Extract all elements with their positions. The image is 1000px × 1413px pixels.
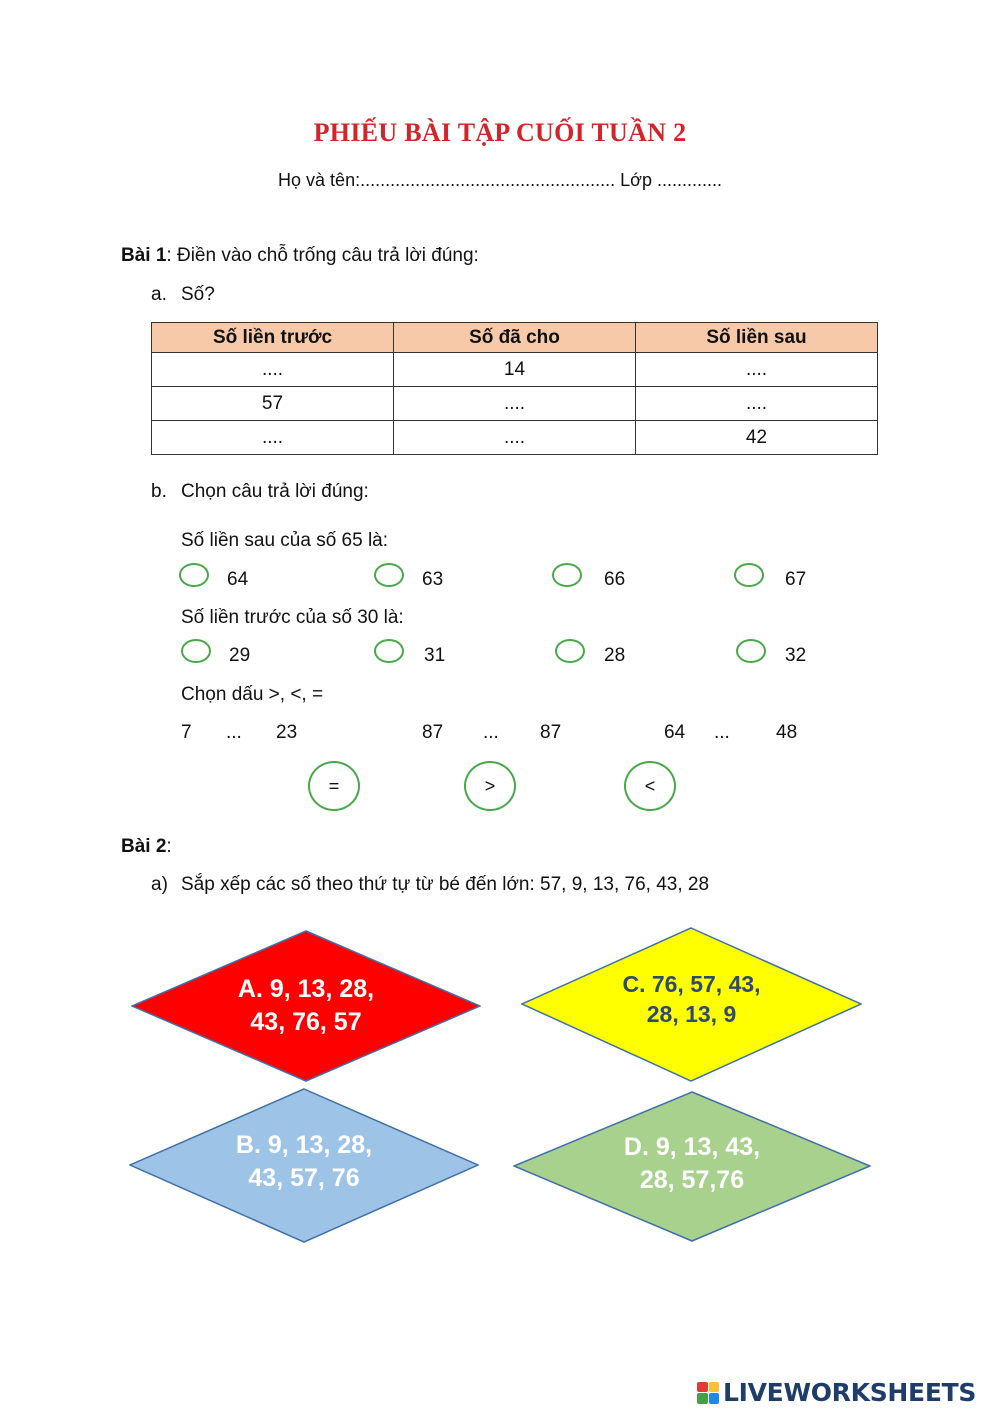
header-previous-number: Số liền trước xyxy=(152,323,394,353)
option-label: 31 xyxy=(424,645,446,666)
sign-greater-button[interactable]: > xyxy=(464,761,516,811)
radio-option[interactable] xyxy=(552,563,582,587)
header-given-number: Số đã cho xyxy=(394,323,636,353)
part-b-marker: b. xyxy=(151,481,167,502)
table-cell[interactable]: .... xyxy=(394,387,636,421)
part-a-text: Số? xyxy=(181,284,215,305)
exercise-1-label: Bài 1 xyxy=(121,245,167,266)
table-cell[interactable]: .... xyxy=(636,353,878,387)
exercise-2-label: Bài 2 xyxy=(121,836,167,857)
option-label: 66 xyxy=(604,569,626,590)
exercise-2-colon: : xyxy=(166,836,172,857)
table-cell[interactable]: .... xyxy=(636,387,878,421)
answer-c-label: C. 76, 57, 43, 28, 13, 9 xyxy=(622,970,761,1027)
exercise-1-heading xyxy=(121,245,479,267)
part-a-marker: a) xyxy=(151,874,168,895)
table-cell: 42 xyxy=(636,421,878,455)
answer-d-diamond[interactable] xyxy=(513,1091,871,1242)
liveworksheets-logo xyxy=(697,1378,976,1407)
answer-b-diamond[interactable] xyxy=(129,1088,479,1243)
part-b-text: Chọn câu trả lời đúng: xyxy=(181,481,369,502)
compare-blank[interactable]: ... xyxy=(714,722,730,743)
sort-instruction: Sắp xếp các số theo thứ tự từ bé đến lớn: 57, 9, 13, 76, 43, 28 xyxy=(181,874,710,895)
sign-less-button[interactable]: < xyxy=(624,761,676,811)
part-a-marker: a. xyxy=(151,284,167,305)
answer-a-diamond[interactable] xyxy=(131,930,481,1082)
question-next-of-65: Số liền sau của số 65 là: xyxy=(181,530,389,551)
question-previous-of-30: Số liền trước của số 30 là: xyxy=(181,607,404,628)
name-class-line: Họ và tên:................................................... Lớp ............. xyxy=(278,170,722,190)
header-next-number: Số liền sau xyxy=(636,323,878,353)
radio-option[interactable] xyxy=(179,563,209,587)
answer-c-diamond[interactable] xyxy=(521,927,862,1082)
compare-blank[interactable]: ... xyxy=(226,722,242,743)
table-cell: 57 xyxy=(152,387,394,421)
table-cell[interactable]: .... xyxy=(394,421,636,455)
radio-option[interactable] xyxy=(734,563,764,587)
compare-right: 23 xyxy=(276,722,298,743)
option-label: 28 xyxy=(604,645,626,666)
table-row xyxy=(152,353,878,387)
radio-option[interactable] xyxy=(736,639,766,663)
sign-equal-button[interactable]: = xyxy=(308,761,360,811)
option-label: 64 xyxy=(227,569,249,590)
radio-option[interactable] xyxy=(181,639,211,663)
compare-left: 7 xyxy=(181,722,192,743)
table-row xyxy=(152,387,878,421)
table-cell[interactable]: .... xyxy=(152,353,394,387)
logo-text: LIVEWORKSHEETS xyxy=(723,1378,977,1407)
answer-a-label: A. 9, 13, 28, 43, 76, 57 xyxy=(237,975,375,1036)
option-label: 29 xyxy=(229,645,251,666)
worksheet-title: PHIẾU BÀI TẬP CUỐI TUẦN 2 xyxy=(313,118,687,147)
table-row xyxy=(152,421,878,455)
exercise-2-heading xyxy=(121,836,172,858)
compare-left: 87 xyxy=(422,722,444,743)
compare-left: 64 xyxy=(664,722,686,743)
table-header-row xyxy=(152,323,878,353)
option-label: 32 xyxy=(785,645,807,666)
question-choose-sign: Chọn dấu >, <, = xyxy=(181,684,324,705)
answer-b-label: B. 9, 13, 28, 43, 57, 76 xyxy=(235,1130,373,1192)
number-table xyxy=(151,322,878,455)
compare-blank[interactable]: ... xyxy=(483,722,499,743)
radio-option[interactable] xyxy=(374,563,404,587)
option-label: 63 xyxy=(422,569,444,590)
radio-option[interactable] xyxy=(555,639,585,663)
answer-d-label: D. 9, 13, 43, 28, 57,76 xyxy=(623,1132,761,1194)
liveworksheets-logo-icon xyxy=(697,1382,719,1404)
exercise-1-instruction: : Điền vào chỗ trống câu trả lời đúng: xyxy=(166,245,479,266)
compare-right: 87 xyxy=(540,722,562,743)
radio-option[interactable] xyxy=(374,639,404,663)
table-cell[interactable]: .... xyxy=(152,421,394,455)
compare-right: 48 xyxy=(776,722,798,743)
table-cell: 14 xyxy=(394,353,636,387)
option-label: 67 xyxy=(785,569,807,590)
